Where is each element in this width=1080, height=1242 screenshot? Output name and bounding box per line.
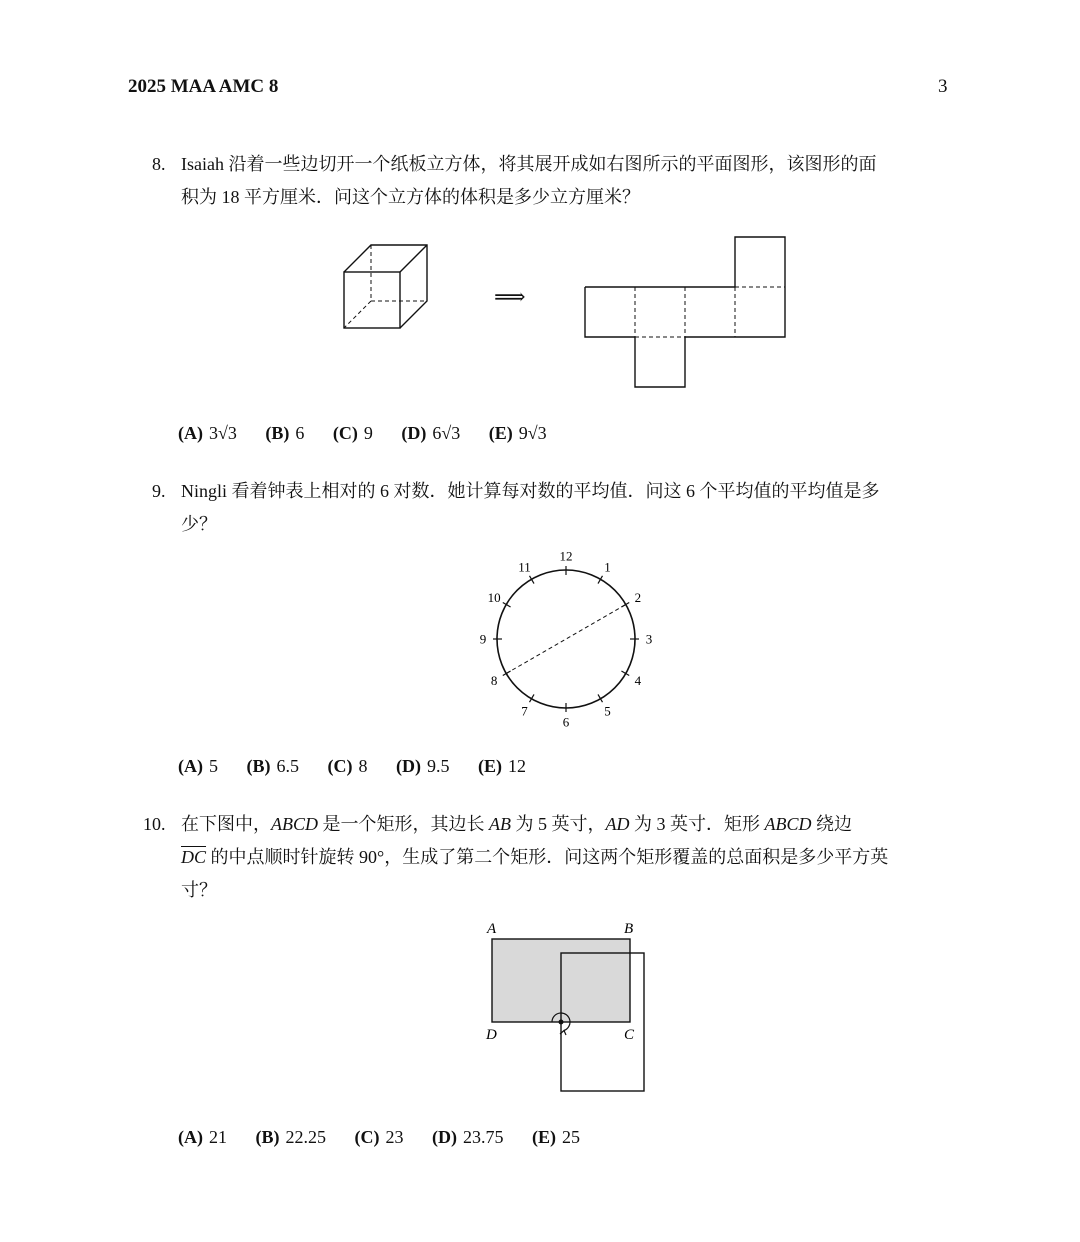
clock-number-8: 8 [490,673,498,688]
vertex-b-label: B [624,921,634,937]
math-run: ABCD [764,814,812,834]
choice-label: (E) [488,423,513,443]
clock-number-5: 5 [604,703,611,719]
choice-label: (B) [255,1127,280,1147]
choice-value: 6 [295,423,305,443]
diameter-8-to-2 [506,605,626,674]
clock-number-1: 1 [604,559,611,575]
choice-value: 21 [209,1127,227,1147]
clock-number-6: 6 [562,714,570,730]
problem-8-choices [178,423,571,444]
vertex-c-label: C [624,1027,635,1043]
rectangles-figure [478,916,658,1098]
choice-value: 22.25 [285,1127,326,1147]
choice-label: (D) [432,1127,457,1147]
text-run: 的中点顺时针旋转 90°，生成了第二个矩形．问这两个矩形覆盖的总面积是多少平方英 [206,847,889,867]
choice-value: 9√3 [518,423,547,443]
problem-9-text [181,475,880,541]
clock-number-10: 10 [487,590,501,605]
clock-number-3: 3 [645,631,653,647]
clock-number-4: 4 [634,673,642,688]
choice-value: 12 [508,756,526,776]
implies-arrow: ⟹ [494,284,526,309]
text-run: 是一个矩形，其边长 [318,814,489,834]
problem-number: 8. [152,154,166,174]
choice-label: (E) [478,756,502,776]
cube-hidden-edge [344,301,371,328]
math-run: ABCD [271,814,318,834]
choice-value: 5 [209,756,218,776]
choice-label: (A) [178,756,203,776]
choice-label: (C) [354,1127,380,1147]
clock-figure [466,540,666,730]
choice-label: (B) [246,756,271,776]
clock-number-12: 12 [559,548,573,564]
choice-label: (D) [401,423,427,443]
choice-label: (B) [265,423,290,443]
cube-top-edge [400,245,427,272]
choice-value: 23 [385,1127,404,1147]
problem-number: 10. [143,814,166,834]
choice-value: 9.5 [427,756,450,776]
vertex-d-label: D [486,1027,497,1043]
problem-9-choices [178,756,550,777]
vertex-a-label: A [487,921,497,937]
problem-text-line: Isaiah 沿着一些边切开一个纸板立方体，将其展开成如右图所示的平面图形，该图形的面 [181,154,877,174]
problem-10-choices [178,1127,604,1148]
cube-net-figure [580,232,792,392]
choice-label: (A) [178,423,203,443]
clock-number-2: 2 [634,590,642,605]
choice-label: (D) [396,756,421,776]
problem-text-line [181,841,888,874]
midpoint-dot [559,1020,564,1025]
clock-number-9: 9 [479,631,487,647]
choice-label: (E) [532,1127,556,1147]
cube-figure [335,238,435,334]
text-run: 在下图中， [181,814,271,834]
choice-value: 3√3 [209,423,237,443]
choice-label: (C) [327,756,353,776]
problem-text-line: 积为 18 平方厘米．问这个立方体的体积是多少立方厘米？ [181,187,640,207]
problem-text-line: 少？ [181,514,217,534]
problem-8-text [181,148,876,214]
clock-number-7: 7 [521,703,528,719]
choice-value: 9 [363,423,373,443]
choice-value: 8 [358,756,368,776]
problem-10-text [181,808,888,907]
choice-value: 25 [562,1127,580,1147]
text-run: 为 3 英寸．矩形 [629,814,765,834]
choice-value: 6.5 [276,756,299,776]
choice-value: 23.75 [463,1127,504,1147]
choice-label: (C) [332,423,358,443]
cube-front-face [344,272,400,328]
problem-text-line: 寸？ [181,880,217,900]
choice-label: (A) [178,1127,203,1147]
clock-number-11: 11 [518,559,531,575]
page-number: 3 [938,76,948,97]
text-run: 绕边 [811,814,852,834]
math-run: AD [605,814,630,834]
problem-number: 9. [152,481,166,501]
segment-dc: $\overline{DC}$ [181,847,207,867]
choice-value: 6√3 [432,423,461,443]
math-run: AB [489,814,511,834]
problem-text-line [181,808,888,841]
problem-text-line: Ningli 看着钟表上相对的 6 对数．她计算每对数的平均值．问这 6 个平均值的平均值是多 [181,481,880,501]
text-run: 为 5 英寸， [511,814,606,834]
header-title: 2025 MAA AMC 8 [128,76,279,97]
